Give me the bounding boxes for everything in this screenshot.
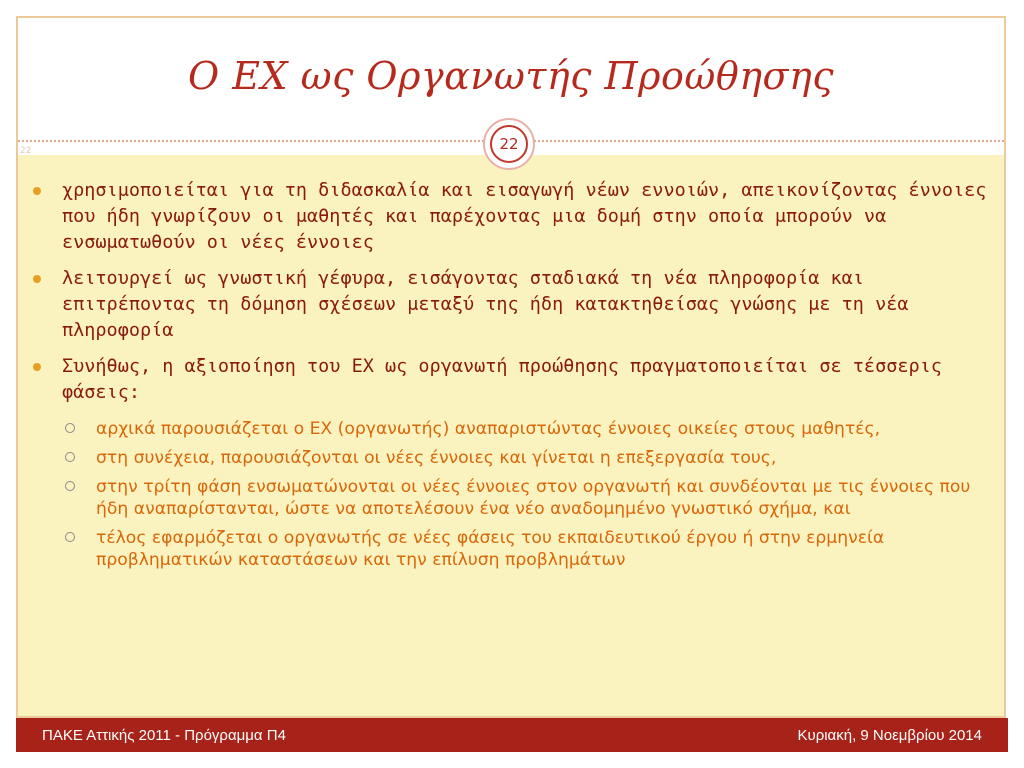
footer-bar bbox=[16, 718, 1008, 752]
slide-title: Ο ΕΧ ως Οργανωτής Προώθησης bbox=[187, 54, 835, 98]
slide-number-badge bbox=[483, 118, 535, 170]
sub-bullet-item bbox=[62, 527, 1000, 571]
hollow-circle-bullet-icon bbox=[65, 532, 75, 542]
bullet-item bbox=[30, 354, 1000, 571]
sub-bullet-item bbox=[62, 447, 1000, 469]
sub-bullet-text: τέλος εφαρμόζεται ο οργανωτής σε νέες φάσεις του εκπαιδευτικού έργου ή στην ερμηνεία προβληματικών καταστάσεων και την επίλυση προβλημάτων bbox=[96, 528, 885, 570]
bullet-text: Συνήθως, η αξιοποίηση του ΕΧ ως οργανωτή προώθησης πραγματοποιείται σε τέσσερις φάσεις: bbox=[62, 356, 942, 403]
hollow-circle-bullet-icon bbox=[65, 423, 75, 433]
bullet-dot-icon bbox=[33, 187, 41, 195]
sub-bullet-item bbox=[62, 476, 1000, 520]
hollow-circle-bullet-icon bbox=[65, 452, 75, 462]
bullet-text: λειτουργεί ως γνωστική γέφυρα, εισάγοντας σταδιακά τη νέα πληροφορία και επιτρέποντας τη δόμηση σχέσεων μεταξύ της ήδη κατακτηθείσας γνώσης με τη νέα πληροφορία bbox=[62, 268, 909, 341]
bullet-item bbox=[30, 266, 1000, 344]
hollow-circle-bullet-icon bbox=[65, 481, 75, 491]
sub-bullet-text: αρχικά παρουσιάζεται ο ΕΧ (οργανωτής) αναπαριστώντας έννοιες οικείες στους μαθητές, bbox=[96, 419, 881, 439]
footer-date: Κυριακή, 9 Νοεμβρίου 2014 bbox=[797, 727, 982, 744]
sub-bullet-item bbox=[62, 418, 1000, 440]
bullet-dot-icon bbox=[33, 275, 41, 283]
bullet-item bbox=[30, 178, 1000, 256]
bullet-dot-icon bbox=[33, 363, 41, 371]
sub-bullet-list bbox=[62, 418, 1000, 571]
footer-program-label: ΠΑΚΕ Αττικής 2011 - Πρόγραμμα Π4 bbox=[42, 727, 286, 744]
sub-bullet-text: στην τρίτη φάση ενσωματώνονται οι νέες έννοιες στον οργανωτή και συνδέονται με τις έννοιες που ήδη αναπαρίστανται, ώστε να αποτελέσουν ένα νέο αναδομημένο γνωστικό σχήμα, και bbox=[96, 477, 971, 519]
bullet-list bbox=[30, 178, 1000, 581]
slide-number: 22 bbox=[490, 125, 528, 163]
bullet-text: χρησιμοποιείται για τη διδασκαλία και εισαγωγή νέων εννοιών, απεικονίζοντας έννοιες που ήδη γνωρίζουν οι μαθητές και παρέχοντας μια δομή στην οποία μπορούν να ενσωματωθούν οι νέες έννοιες bbox=[62, 180, 987, 253]
corner-slide-number: 22 bbox=[20, 146, 32, 156]
sub-bullet-text: στη συνέχεια, παρουσιάζονται οι νέες έννοιες και γίνεται η επεξεργασία τους, bbox=[96, 448, 777, 468]
